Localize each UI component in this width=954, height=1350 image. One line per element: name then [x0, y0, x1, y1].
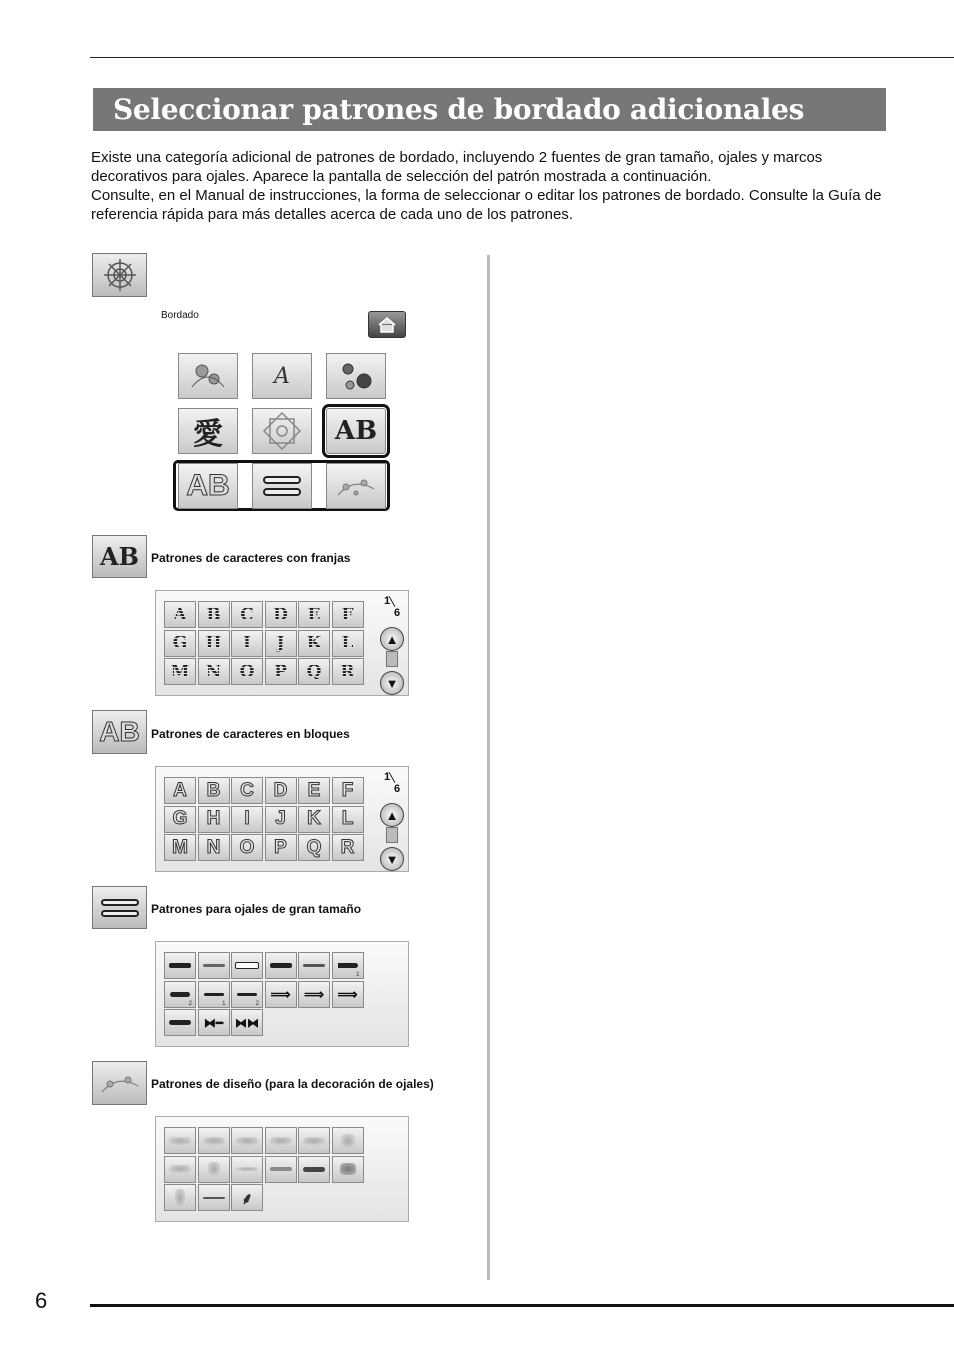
scroll-track[interactable] — [386, 827, 398, 843]
section-label-striped: Patrones de caracteres con franjas — [151, 551, 351, 565]
floral-pattern-icon — [186, 357, 230, 395]
current-page: 1 — [384, 771, 391, 783]
decoration-icon — [334, 469, 378, 503]
title-bar — [93, 88, 886, 131]
char-key[interactable]: G — [164, 630, 196, 657]
total-pages: 6 — [394, 607, 401, 619]
page-scroller — [378, 771, 406, 867]
block-ab-icon: AB — [186, 469, 230, 502]
scroll-up-button[interactable]: ▲ — [380, 627, 404, 651]
decoration-key[interactable] — [198, 1184, 230, 1211]
buttonhole-key[interactable] — [231, 952, 263, 979]
decoration-key[interactable] — [298, 1127, 330, 1154]
char-key[interactable]: D — [265, 601, 297, 628]
category-letter-a[interactable] — [252, 353, 312, 399]
char-key[interactable]: N — [198, 658, 230, 685]
category-floral[interactable] — [178, 353, 238, 399]
buttonhole-key[interactable] — [298, 952, 330, 979]
flower-pattern-icon — [334, 357, 378, 395]
intro-paragraph-1: Existe una categoría adicional de patrones de bordado, incluyendo 2 fuentes de gran tamaño, ojales y marcos decorativos para ojales. Aparece la pantalla de selección del patrón mostrada a continuación. — [91, 149, 823, 185]
char-key[interactable]: A — [164, 777, 196, 804]
decoration-key[interactable] — [164, 1127, 196, 1154]
decoration-key[interactable] — [198, 1156, 230, 1183]
char-key[interactable]: E — [298, 777, 330, 804]
scroll-down-button[interactable]: ▼ — [380, 671, 404, 695]
top-rule — [90, 57, 954, 58]
char-key[interactable]: J — [265, 630, 297, 657]
category-kanji[interactable] — [178, 408, 238, 454]
section-label-buttonholes: Patrones para ojales de gran tamaño — [151, 902, 362, 916]
frame-pattern-icon — [262, 412, 302, 450]
column-divider — [487, 255, 490, 1280]
striped-characters-icon: AB — [92, 535, 147, 578]
embroidery-key-icon — [92, 253, 147, 297]
page-scroller — [378, 595, 406, 691]
char-key[interactable]: F — [332, 777, 364, 804]
char-key[interactable]: A — [164, 601, 196, 628]
char-key[interactable]: M — [164, 658, 196, 685]
decoration-key[interactable] — [198, 1127, 230, 1154]
embroidery-screen-label: Bordado — [161, 310, 199, 321]
char-key[interactable]: F — [332, 601, 364, 628]
char-key[interactable]: B — [198, 601, 230, 628]
decoration-key[interactable] — [265, 1127, 297, 1154]
char-key[interactable]: M — [164, 834, 196, 861]
buttonhole-key[interactable]: 2 — [164, 981, 196, 1008]
buttonhole-panel — [155, 941, 409, 1047]
char-key[interactable]: G — [164, 806, 196, 833]
page-number: 6 — [35, 1288, 48, 1313]
buttonhole-key[interactable]: 1 — [198, 981, 230, 1008]
decoration-key[interactable] — [332, 1127, 364, 1154]
decoration-key[interactable] — [332, 1156, 364, 1183]
char-key[interactable]: K — [298, 806, 330, 833]
char-key[interactable]: R — [332, 658, 364, 685]
page-title: Seleccionar patrones de bordado adicionales — [113, 93, 805, 126]
decoration-key[interactable] — [265, 1156, 297, 1183]
category-flower[interactable] — [326, 353, 386, 399]
current-page: 1 — [384, 595, 391, 607]
buttonhole-key[interactable]: 2 — [231, 981, 263, 1008]
buttonhole-section-icon — [92, 886, 147, 929]
buttonhole-key[interactable]: ⟹ — [332, 981, 364, 1008]
buttonhole-key[interactable] — [164, 1009, 196, 1036]
char-key[interactable]: K — [298, 630, 330, 657]
char-key[interactable]: J — [265, 806, 297, 833]
intro-text — [91, 148, 891, 224]
home-icon — [377, 317, 397, 333]
decoration-key[interactable] — [164, 1184, 196, 1211]
decoration-panel — [155, 1116, 409, 1222]
buttonhole-key[interactable]: 1 — [332, 952, 364, 979]
char-key[interactable]: D — [265, 777, 297, 804]
char-key[interactable]: P — [265, 658, 297, 685]
total-pages: 6 — [394, 783, 401, 795]
char-key[interactable]: I — [231, 806, 263, 833]
home-button[interactable] — [368, 311, 406, 338]
char-key[interactable]: O — [231, 658, 263, 685]
char-key[interactable]: E — [298, 601, 330, 628]
bottom-rule — [90, 1304, 954, 1307]
buttonhole-icon — [260, 473, 304, 499]
decoration-key[interactable] — [231, 1127, 263, 1154]
char-key[interactable]: N — [198, 834, 230, 861]
char-key[interactable]: H — [198, 806, 230, 833]
decoration-key[interactable] — [231, 1156, 263, 1183]
category-striped-characters[interactable] — [326, 408, 386, 454]
char-key[interactable]: H — [198, 630, 230, 657]
kanji-pattern-icon: 愛 — [193, 417, 223, 452]
decoration-section-icon — [92, 1061, 147, 1105]
striped-ab-icon: AB — [334, 416, 378, 446]
char-key[interactable]: C — [231, 777, 263, 804]
block-characters-icon: AB — [92, 710, 147, 754]
buttonhole-key[interactable]: ⧓━ — [198, 1009, 230, 1036]
intro-paragraph-2: Consulte, en el Manual de instrucciones, la forma de seleccionar o editar los patrones de bordado. Consulte la Guía de referencia rápida para más detalles acerca de cada uno de los patrones. — [91, 187, 882, 223]
char-key[interactable]: P — [265, 834, 297, 861]
char-key[interactable]: Q — [298, 834, 330, 861]
category-buttonholes[interactable] — [252, 463, 312, 509]
category-block-characters[interactable] — [178, 463, 238, 509]
scroll-track[interactable] — [386, 651, 398, 667]
category-decorations[interactable] — [326, 463, 386, 509]
buttonhole-key[interactable] — [198, 952, 230, 979]
striped-characters-panel — [155, 590, 409, 696]
section-label-block: Patrones de caracteres en bloques — [151, 727, 350, 741]
buttonhole-key[interactable]: ⟹ — [265, 981, 297, 1008]
char-key[interactable]: Q — [298, 658, 330, 685]
char-key[interactable]: L — [332, 630, 364, 657]
decoration-key[interactable]: ⸙ — [231, 1184, 263, 1211]
char-key[interactable]: O — [231, 834, 263, 861]
category-frame[interactable] — [252, 408, 312, 454]
decoration-key[interactable] — [164, 1156, 196, 1183]
scroll-up-button[interactable]: ▲ — [380, 803, 404, 827]
char-key[interactable]: B — [198, 777, 230, 804]
buttonhole-key[interactable]: ⧓⧓ — [231, 1009, 263, 1036]
buttonhole-key[interactable] — [164, 952, 196, 979]
buttonhole-key[interactable] — [265, 952, 297, 979]
char-key[interactable]: I — [231, 630, 263, 657]
char-key[interactable]: C — [231, 601, 263, 628]
char-key[interactable]: L — [332, 806, 364, 833]
block-characters-panel — [155, 766, 409, 872]
char-key[interactable]: R — [332, 834, 364, 861]
scroll-down-button[interactable]: ▼ — [380, 847, 404, 871]
section-label-decorations: Patrones de diseño (para la decoración de ojales) — [151, 1077, 434, 1091]
letter-a-pattern-icon: A — [274, 363, 290, 389]
decoration-key[interactable] — [298, 1156, 330, 1183]
buttonhole-key[interactable]: ⟹ — [298, 981, 330, 1008]
